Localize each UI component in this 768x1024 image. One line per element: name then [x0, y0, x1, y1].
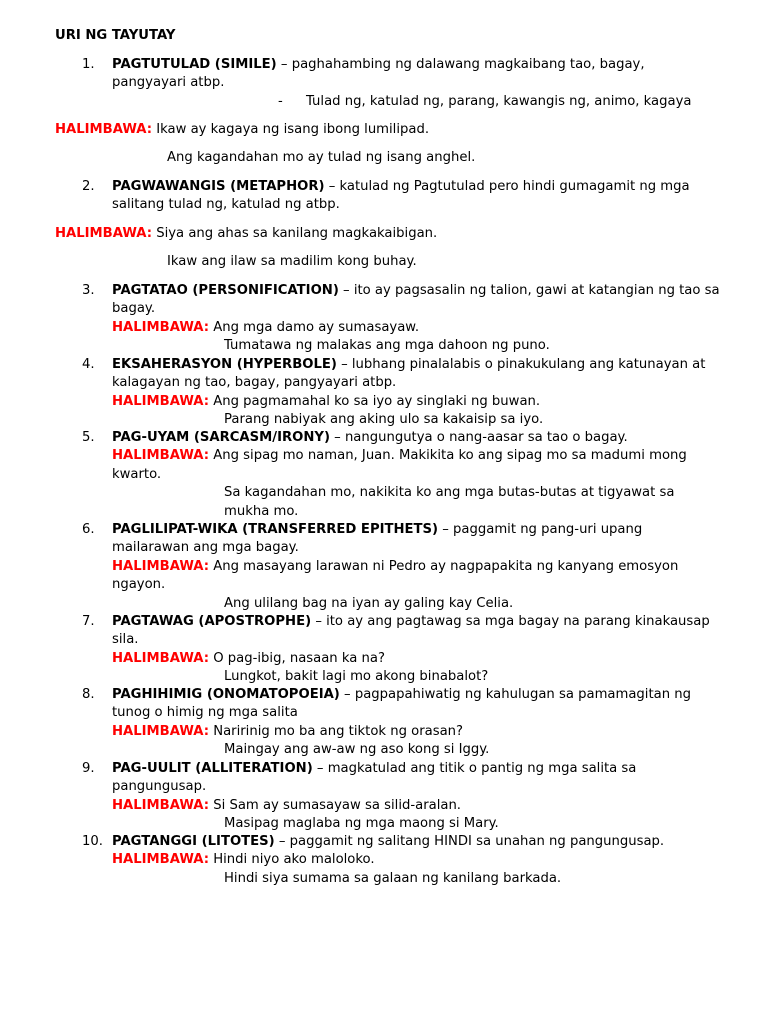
example-text: Ang sipag mo naman, Juan. Makikita ko ang sipag mo sa madumi mong kwarto.	[112, 448, 687, 482]
item-definition: – ito ay ang pagtawag sa mga bagay na parang kinakausap sila.	[112, 614, 710, 648]
example-text-2: Maingay ang aw-aw ng aso kong si Iggy.	[224, 742, 490, 758]
halimbawa-label: HALIMBAWA:	[112, 558, 210, 574]
example-text: Si Sam ay sumasayaw sa silid-aralan.	[209, 797, 462, 813]
item-definition: – katulad ng Pagtutulad pero hindi gumagamit ng mga salitang tulad ng, katulad ng atbp.	[112, 179, 690, 213]
item-number: 5.	[82, 430, 95, 445]
document-title: URI NG TAYUTAY	[55, 28, 176, 43]
example-line-1	[55, 225, 437, 243]
halimbawa-label: HALIMBAWA:	[112, 319, 210, 335]
item-definition: – lubhang pinalalabis o pinakukulang ang katunayan at kalagayan ng tao, bagay, pangyayari atbp.	[112, 357, 706, 391]
item-number: 2.	[82, 179, 95, 194]
example-text: O pag-ibig, nasaan ka na?	[209, 650, 385, 666]
example-text: Ang masayang larawan ni Pedro ay nagpapakita ng kanyang emosyon ngayon.	[112, 558, 679, 593]
halimbawa-label: HALIMBAWA:	[112, 852, 210, 868]
example-text-2: Tumatawa ng malakas ang mga dahoon ng puno.	[224, 338, 550, 354]
item-number: 4.	[82, 357, 95, 372]
item-definition: – paggamit ng salitang HINDI sa unahan ng pangungusap.	[274, 834, 665, 849]
list-item-9	[82, 760, 722, 834]
item-definition: – ito ay pagsasalin ng talion, gawi at katangian ng tao sa bagay.	[112, 283, 720, 317]
example-text: Ang pagmamahal ko sa iyo ay singlaki ng buwan.	[209, 393, 541, 409]
item-number: 8.	[82, 687, 95, 702]
item-term: PAG-UULIT (ALLITERATION)	[112, 761, 313, 776]
example-text-2: Lungkot, bakit lagi mo akong binabalot?	[224, 669, 489, 685]
example-text-2: Hindi siya sumama sa galaan ng kanilang barkada.	[224, 870, 562, 886]
example-text-2: Sa kagandahan mo, nakikita ko ang mga butas-butas at tigyawat sa mukha mo.	[224, 485, 675, 519]
list-item-7	[82, 613, 722, 687]
halimbawa-label: HALIMBAWA:	[112, 448, 210, 464]
item-term: PAGTAWAG (APOSTROPHE)	[112, 614, 312, 629]
list-item-6	[82, 521, 722, 613]
example-text-2: Parang nabiyak ang aking ulo sa kakaisip sa iyo.	[224, 412, 544, 428]
example-text: Siya ang ahas sa kanilang magkakaibigan.	[152, 226, 438, 241]
halimbawa-label: HALIMBAWA:	[112, 393, 210, 409]
example-text: Hindi niyo ako maloloko.	[209, 852, 375, 868]
item-number: 3.	[82, 283, 95, 298]
example-text: Ang mga damo ay sumasayaw.	[209, 319, 420, 335]
item-term: PAGWAWANGIS (METAPHOR)	[112, 179, 325, 194]
example-line-1	[55, 121, 429, 139]
list-item-8	[82, 686, 722, 760]
item-term: PAGHIHIMIG (ONOMATOPOEIA)	[112, 687, 340, 702]
item-term: PAGLILIPAT-WIKA (TRANSFERRED EPITHETS)	[112, 522, 439, 537]
item-term: PAGTATAO (PERSONIFICATION)	[112, 283, 339, 298]
item-number: 10.	[82, 834, 103, 849]
item-definition: – pagpapahiwatig ng kahulugan sa pamamagitan ng tunog o himig ng mga salita	[112, 687, 691, 721]
list-item-1	[82, 56, 722, 93]
item-term: PAGTUTULAD (SIMILE)	[112, 57, 277, 72]
item-definition: – paghahambing ng dalawang magkaibang tao, bagay, pangyayari atbp.	[112, 57, 645, 91]
item-number: 1.	[82, 57, 95, 72]
example-line-2: Ikaw ang ilaw sa madilim kong buhay.	[167, 254, 417, 269]
item-number: 9.	[82, 761, 95, 776]
list-item-2	[82, 178, 722, 215]
example-line-2: Ang kagandahan mo ay tulad ng isang anghel.	[167, 150, 476, 165]
halimbawa-label: HALIMBAWA:	[112, 797, 210, 813]
item-definition: – magkatulad ang titik o pantig ng mga salita sa pangungusap.	[112, 761, 637, 795]
item-number: 6.	[82, 522, 95, 537]
item-term: PAG-UYAM (SARCASM/IRONY)	[112, 430, 330, 445]
list-item-10	[82, 833, 722, 888]
dash-bullet: -	[278, 94, 283, 109]
halimbawa-label: HALIMBAWA:	[55, 122, 153, 137]
item-number: 7.	[82, 614, 95, 629]
halimbawa-label: HALIMBAWA:	[112, 650, 210, 666]
example-text: Ikaw ay kagaya ng isang ibong lumilipad.	[152, 122, 430, 137]
example-text-2: Ang ulilang bag na iyan ay galing kay Celia.	[224, 595, 514, 611]
halimbawa-label: HALIMBAWA:	[112, 723, 210, 739]
item-term: EKSAHERASYON (HYPERBOLE)	[112, 357, 337, 372]
keyword-text: Tulad ng, katulad ng, parang, kawangis ng, animo, kagaya	[306, 94, 692, 109]
list-item-4	[82, 356, 722, 430]
item-definition: – nangungutya o nang-aasar sa tao o bagay.	[329, 430, 628, 445]
keyword-line	[278, 93, 692, 111]
list-item-3	[82, 282, 722, 356]
example-text: Naririnig mo ba ang tiktok ng orasan?	[209, 723, 464, 739]
list-item-5	[82, 429, 722, 521]
item-definition: – paggamit ng pang-uri upang mailarawan ang mga bagay.	[112, 522, 643, 556]
item-term: PAGTANGGI (LITOTES)	[112, 834, 275, 849]
halimbawa-label: HALIMBAWA:	[55, 226, 153, 241]
example-text-2: Masipag maglaba ng mga maong si Mary.	[224, 816, 499, 832]
